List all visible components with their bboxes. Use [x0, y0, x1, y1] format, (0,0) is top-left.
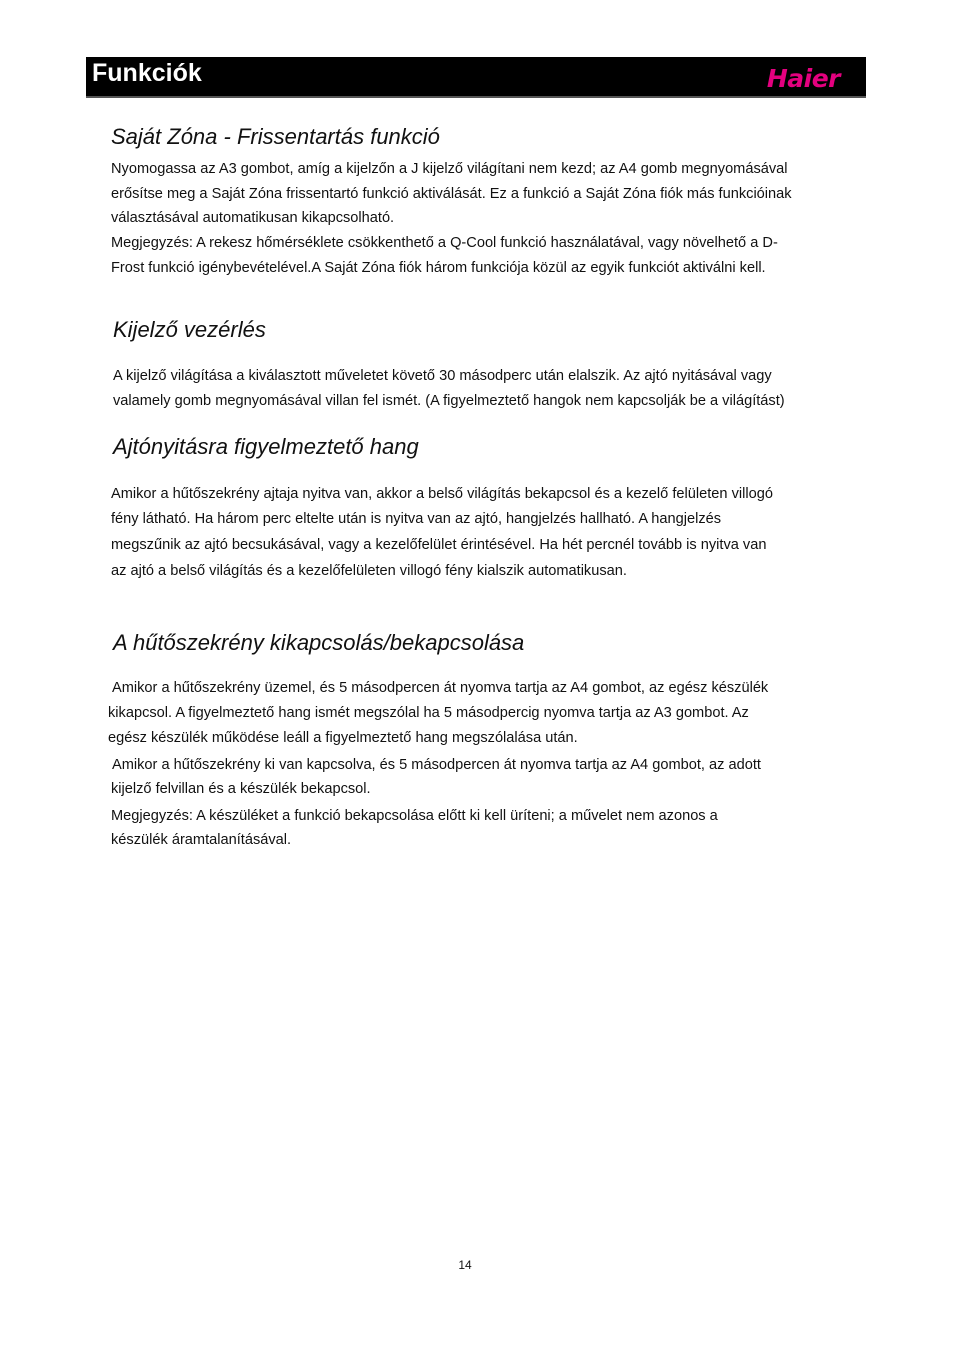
paragraph-line: kikapcsol. A figyelmeztető hang ismét megszólal ha 5 másodpercig nyomva tartja az A3 gombot. Az [108, 705, 749, 721]
section-heading-door-alarm: Ajtónyitásra figyelmeztető hang [113, 434, 419, 459]
paragraph-line: kijelző felvillan és a készülék bekapcsol. [111, 781, 371, 797]
section-heading-own-zone: Saját Zóna - Frissentartás funkció [111, 124, 440, 149]
paragraph-line: Frost funkció igénybevételével.A Saját Zóna fiók három funkciója közül az egyik funkciót aktiválni kell. [111, 260, 766, 276]
paragraph-line: Nyomogassa az A3 gombot, amíg a kijelzőn a J kijelző világítani nem kezd; az A4 gomb megnyomásával [111, 161, 788, 177]
page-number: 14 [458, 1258, 472, 1272]
paragraph-line: Amikor a hűtőszekrény üzemel, és 5 másodpercen át nyomva tartja az A4 gombot, az egész készülék [112, 680, 769, 696]
paragraph-line: fény látható. Ha három perc eltelte után is nyitva van az ajtó, hangjelzés hallható. A hangjelzés [111, 511, 722, 527]
paragraph-line: Megjegyzés: A készüléket a funkció bekapcsolása előtt ki kell üríteni; a művelet nem azonos a [111, 808, 718, 824]
paragraph-line: Megjegyzés: A rekesz hőmérséklete csökkenthető a Q-Cool funkció használatával, vagy növelhető a D- [111, 235, 778, 251]
page-header-bar [86, 57, 866, 98]
paragraph-line: készülék áramtalanításával. [111, 832, 292, 848]
paragraph-line: választásával automatikusan kikapcsolható. [111, 210, 395, 226]
paragraph-line: Amikor a hűtőszekrény ki van kapcsolva, és 5 másodpercen át nyomva tartja az A4 gombot, az adott [112, 757, 761, 773]
paragraph-line: Amikor a hűtőszekrény ajtaja nyitva van, akkor a belső világítás bekapcsol és a kezelő felületen villogó [111, 486, 773, 502]
paragraph-line: valamely gomb megnyomásával villan fel ismét. (A figyelmeztető hangok nem kapcsolják be a világítást) [113, 393, 785, 409]
paragraph-line: az ajtó a belső világítás és a kezelőfelületen villogó fény kialszik automatikusan. [111, 563, 627, 579]
paragraph-line: erősítse meg a Saját Zóna frissentartó funkció aktiválását. Ez a funkció a Saját Zóna fiók más funkcióinak [111, 186, 792, 202]
section-heading-display-control: Kijelző vezérlés [113, 317, 266, 342]
page-title: Funkciók [92, 59, 202, 87]
paragraph-line: megszűnik az ajtó becsukásával, vagy a kezelőfelület érintésével. Ha hét percnél tovább is nyitva van [111, 537, 767, 553]
paragraph-line: A kijelző világítása a kiválasztott műveletet követő 30 másodperc után elalszik. Az ajtó nyitásával vagy [113, 368, 772, 384]
paragraph-line: egész készülék működése leáll a figyelmeztető hang megszólalása után. [108, 730, 578, 746]
section-heading-power-toggle: A hűtőszekrény kikapcsolás/bekapcsolása [113, 630, 525, 655]
haier-logo: Haier [766, 64, 840, 93]
